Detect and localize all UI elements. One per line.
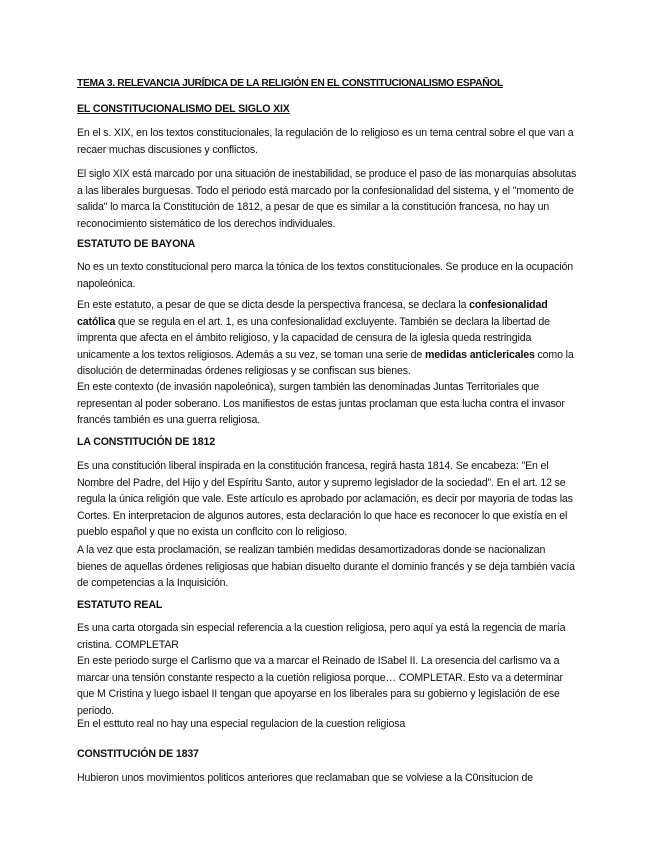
bold-term: medidas anticlericales <box>424 348 535 361</box>
text-run: En este estatuto, a pesar de que se dicta desde la perspectiva francesa, se declara la <box>77 299 470 311</box>
text-run: como la disolución de determinadas órdenes religiosas y se confiscan sus bienes. <box>77 348 574 377</box>
paragraph: No es un texto constitucional pero marca la tónica de los textos constitucionales. Se produce en la ocupación napoleónica. <box>77 261 573 290</box>
section-heading-1812: LA CONSTITUCIÓN DE 1812 <box>77 436 216 448</box>
paragraph <box>77 297 577 380</box>
bold-term: confesionalidad católica <box>77 299 548 328</box>
section-heading-1837: CONSTITUCIÓN DE 1837 <box>77 748 199 760</box>
paragraph: Hubieron unos movimientos politicos anteriores que reclamaban que se volviese a la C0nsitucion de <box>77 772 533 784</box>
paragraph: Es una constitución liberal inspirada en la constitución francesa, regirá hasta 1814. Se encabeza: "En el Nombre del Padre, del Hijo y del Espíritu Santo, autor y supremo legislador de la sociedad". En el art. 12 se regula la única religión que vale. Este artículo es aprobado por aclamación, es decir por mayoria de todas las Cortes. En interpretacion de algunos autores, esta declaración lo que hace es reconocer lo que existía en el pueblo español y que no exista un conflcito con lo religioso. <box>77 460 573 538</box>
paragraph: En el s. XIX, en los textos constitucionales, la regulación de lo religioso es un tema central sobre el que van a recaer muchas discusiones y conflictos. <box>77 127 574 156</box>
paragraph: En el esttuto real no hay una especial regulacion de la cuestion religiosa <box>77 718 406 730</box>
paragraph: A la vez que esta proclamación, se realizan también medidas desamortizadoras donde se nacionalizan bienes de aquellas órdenes religiosas que habian disuelto durante el dominio francés y se deja también vacía de competencias a la Inquisición. <box>77 544 575 589</box>
section-heading-bayona: ESTATUTO DE BAYONA <box>77 238 196 250</box>
document-title: TEMA 3. RELEVANCIA JURÍDICA DE LA RELIGIÓN EN EL CONSTITUCIONALISMO ESPAÑOL <box>77 78 503 89</box>
text-run: que se regula en el art. 1, es una confesionalidad excluyente. También se declara la libertad de imprenta que afecta en el ámbito religioso, y la capacidad de censura de la iglesia queda restringida unicamente a los textos religiosos. Además a su vez, se toman una serie de <box>77 315 550 361</box>
paragraph: Es una carta otorgada sin especial referencia a la cuestion religiosa, pero aquí ya está la regencia de maría cristina. COMPLETAR <box>77 622 566 651</box>
paragraph: En este contexto (de invasión napoleónica), surgen también las denominadas Juntas Territoriales que representan al poder soberano. Los manifiestos de estas juntas proclaman que esta lucha contra el invasor francés también es una guerra religiosa. <box>77 381 565 426</box>
section-heading-siglo-xix: EL CONSTITUCIONALISMO DEL SIGLO XIX <box>77 103 290 115</box>
paragraph: El siglo XIX está marcado por una situación de inestabilidad, se produce el paso de las monarquías absolutas a las liberales burguesas. Todo el periodo está marcado por la confesionalidad del sistema, y el "momento de salida" lo marca la Constitución de 1812, a pesar de que es similar a la constitución francesa, no hay un reconocimiento sistemático de los derechos individuales. <box>77 168 577 230</box>
paragraph: En este periodo surge el Carlismo que va a marcar el Reinado de ISabel II. La oresencia del carlismo va a marcar una tensión constante respecto a la cuetión religiosa porque… COMPLETAR. Esto va a determinar que M Cristina y luego isbael II tengan que apoyarse en los liberales para su gobierno y legislación de ese periodo. <box>77 655 563 717</box>
section-heading-estatuto-real: ESTATUTO REAL <box>77 599 163 611</box>
